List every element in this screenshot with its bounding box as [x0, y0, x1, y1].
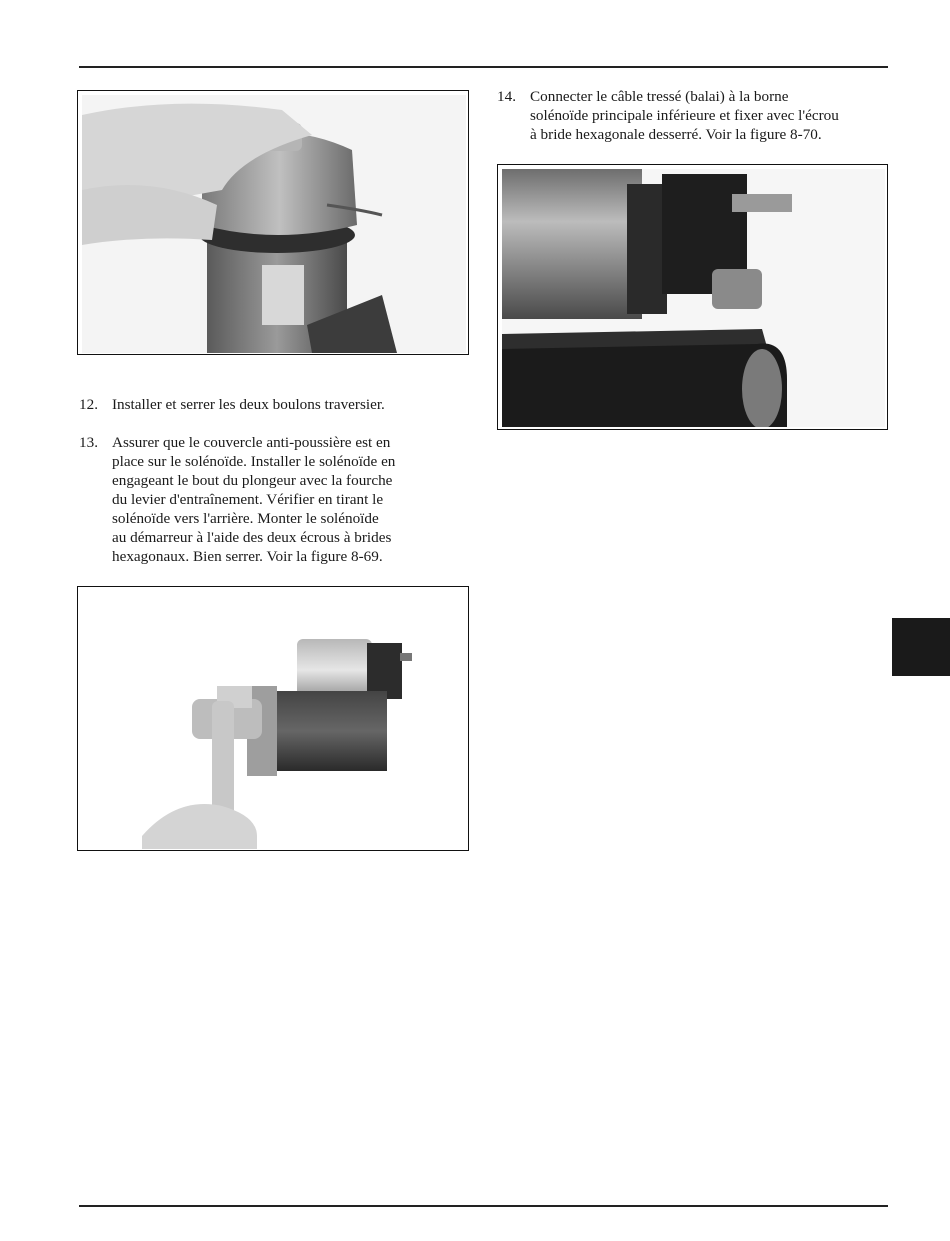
step-13-line: hexagonaux. Bien serrer. Voir la figure 8-69. [112, 548, 383, 565]
photo-cable-connection-illustration [502, 169, 885, 427]
photo-end-cap-installation [77, 90, 469, 355]
step-13-line: solénoïde vers l'arrière. Monter le solénoïde [112, 510, 379, 527]
header-rule [79, 66, 888, 68]
step-14-number: 14. [497, 88, 516, 105]
step-13-text [112, 433, 395, 566]
step-13 [79, 433, 469, 567]
step-13-line: Assurer que le couvercle anti-poussière est en [112, 434, 391, 451]
step-14 [497, 87, 889, 145]
step-13-line: place sur le solénoïde. Installer le solénoïde en [112, 453, 396, 470]
step-14-line: solénoïde principale inférieure et fixer avec l'écrou [530, 107, 839, 124]
step-14-text [530, 87, 839, 144]
step-13-line: au démarreur à l'aide des deux écrous à brides [112, 529, 392, 546]
photo-end-cap-illustration [82, 95, 466, 353]
step-13-number: 13. [79, 434, 98, 451]
step-12-text: Installer et serrer les deux boulons traversier. [112, 396, 385, 413]
photo-solenoid-mounting-illustration [82, 591, 466, 849]
step-14-line: à bride hexagonale desserré. Voir la figure 8-70. [530, 126, 822, 143]
photo-braided-cable-connection [497, 164, 888, 430]
section-thumb-tab [892, 618, 950, 676]
step-13-line: du levier d'entraînement. Vérifier en tirant le [112, 491, 384, 508]
photo-solenoid-mounting [77, 586, 469, 851]
step-12 [79, 395, 469, 415]
step-14-line: Connecter le câble tressé (balai) à la borne [530, 88, 789, 105]
step-13-line: engageant le bout du plongeur avec la fourche [112, 472, 393, 489]
step-12-number: 12. [79, 396, 98, 413]
footer-rule [79, 1205, 888, 1207]
